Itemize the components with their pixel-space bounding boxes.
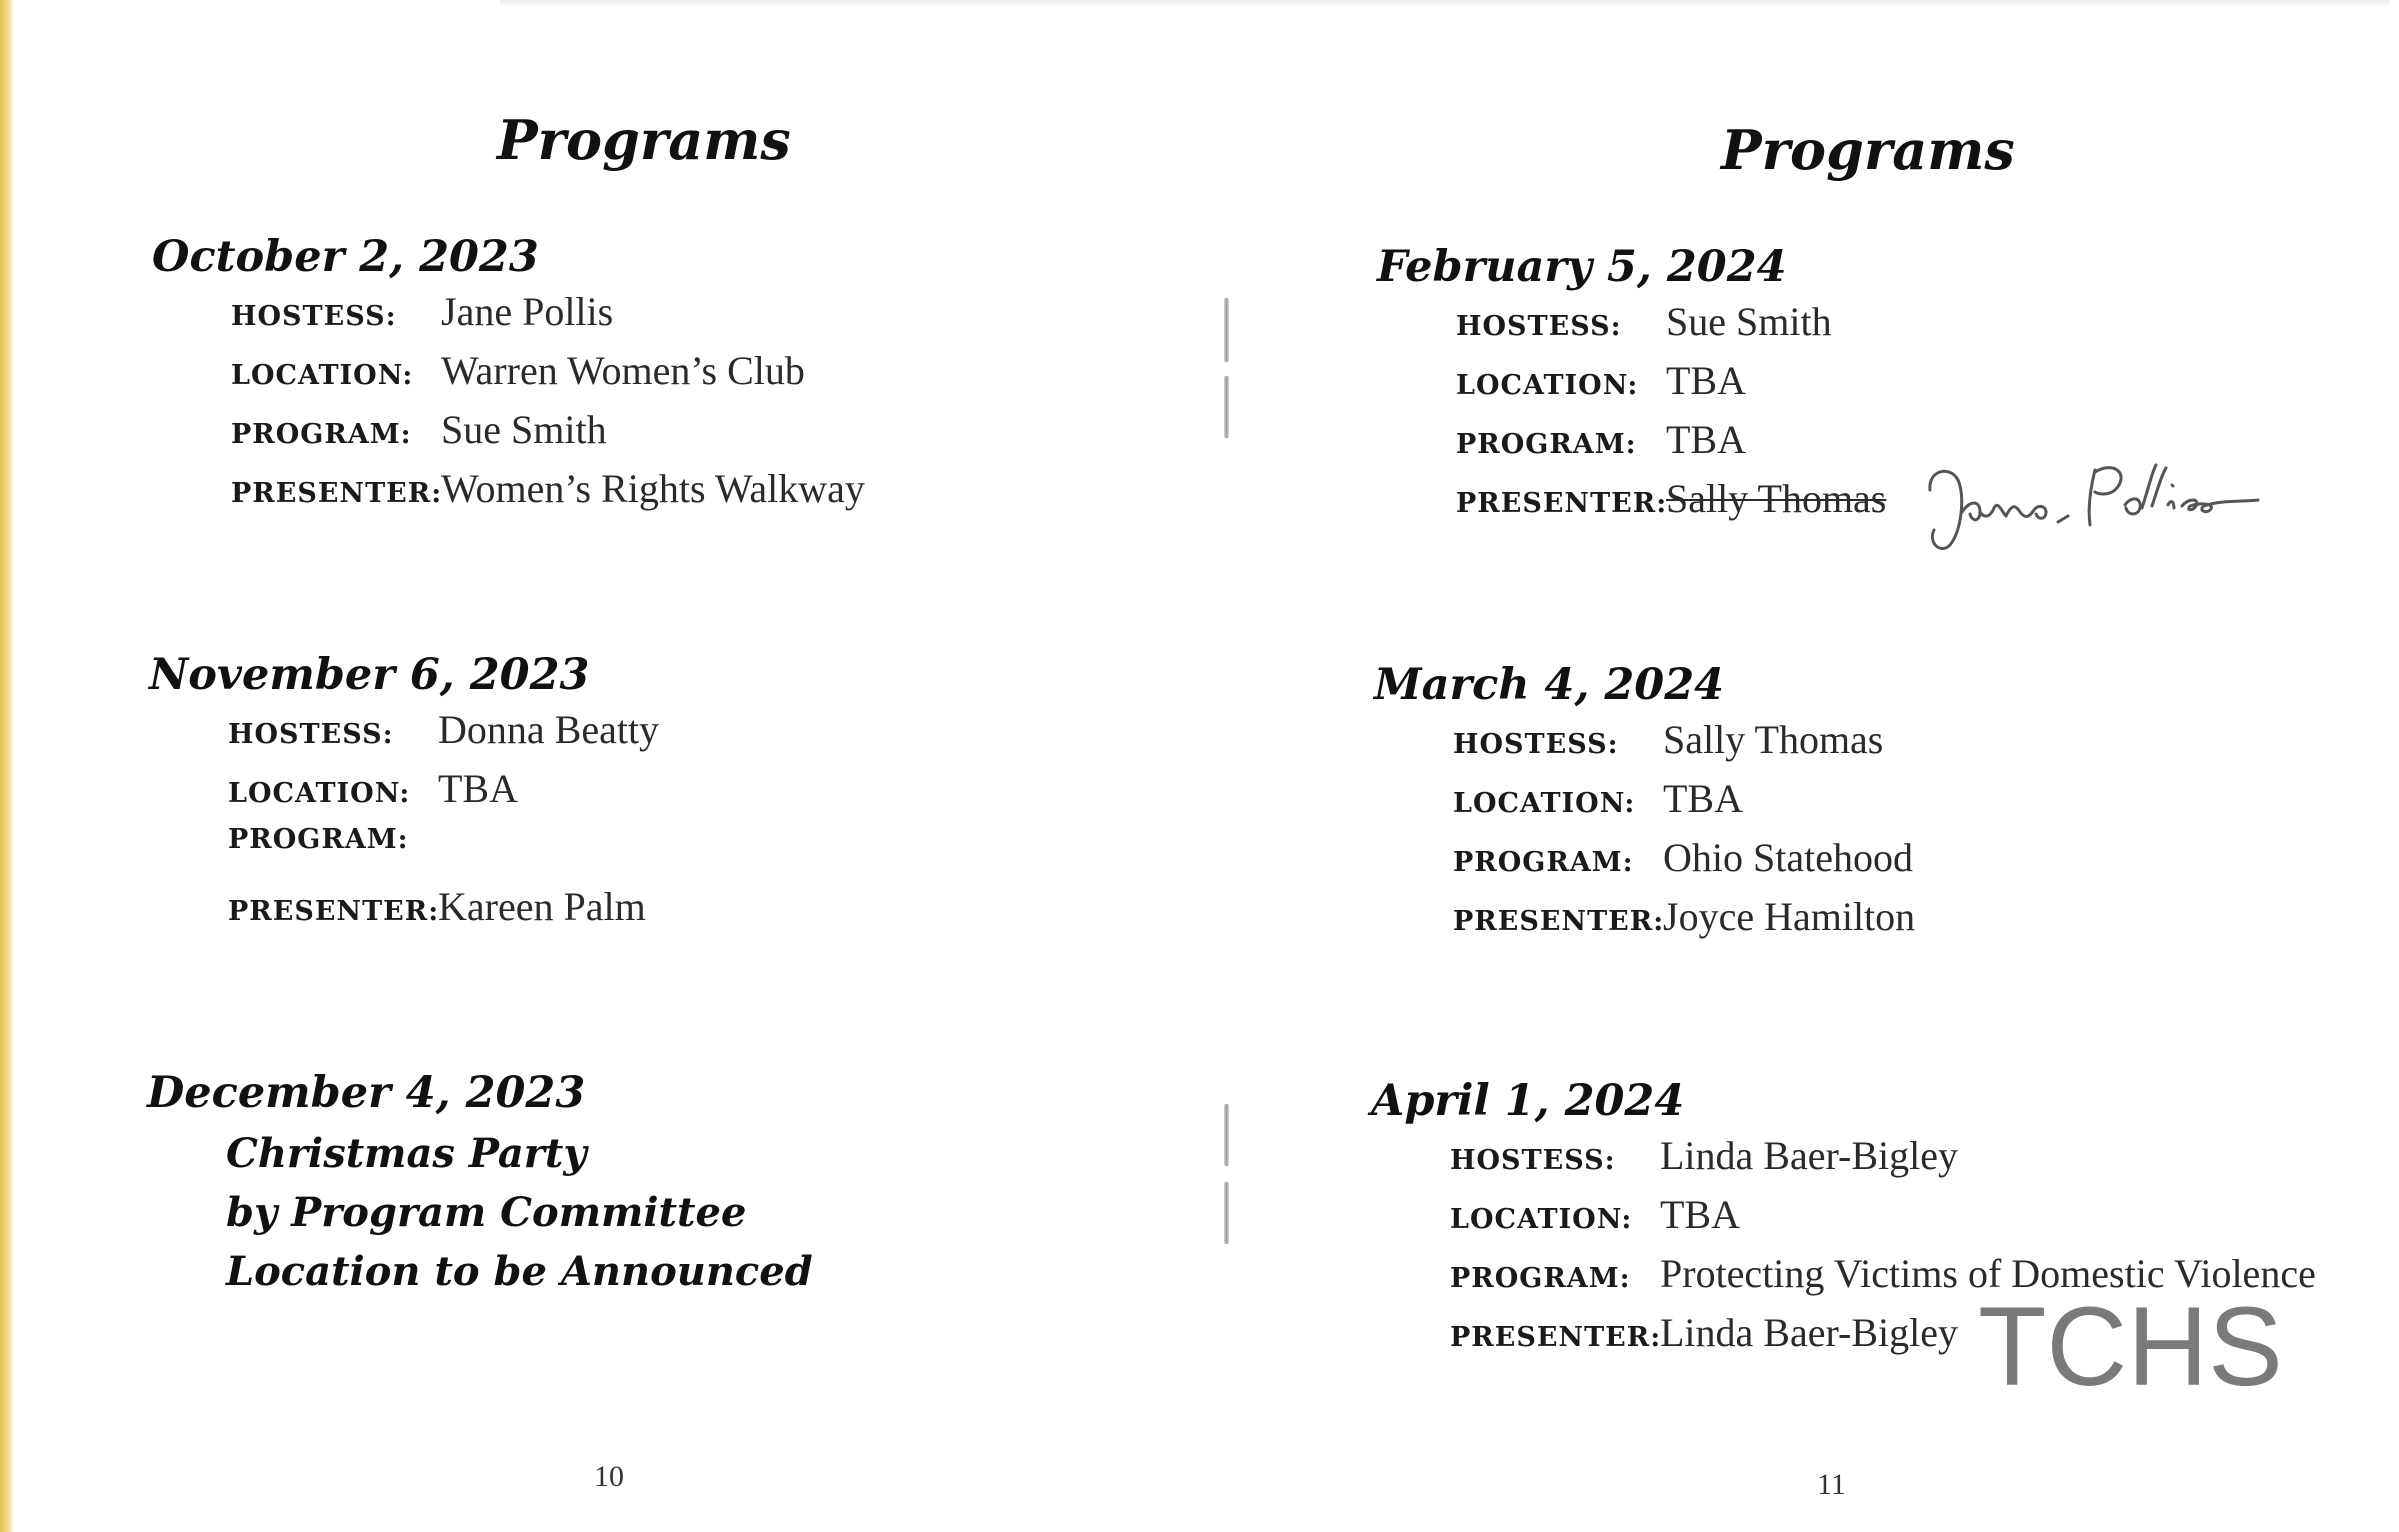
presenter-value: Women’s Rights Walkway (441, 466, 865, 511)
hostess-row (228, 706, 659, 765)
program-entry-november (149, 650, 659, 942)
location-label: LOCATION: (1450, 1204, 1633, 1235)
left-page-title: Programs (497, 108, 791, 172)
program-date: November 6, 2023 (149, 650, 590, 700)
location-row (231, 347, 865, 406)
program-label: PROGRAM: (231, 419, 412, 450)
hostess-label: HOSTESS: (228, 719, 394, 750)
watermark: TCHS (1978, 1284, 2283, 1409)
event-line: Location to be Announced (226, 1248, 813, 1295)
program-label: PROGRAM: (228, 824, 409, 855)
hostess-row (1453, 716, 1915, 775)
program-value: Sue Smith (441, 407, 607, 452)
program-date: December 4, 2023 (147, 1068, 586, 1118)
presenter-value: Linda Baer-Bigley (1660, 1310, 1958, 1355)
presenter-value: Kareen Palm (438, 884, 646, 929)
hostess-row (231, 288, 865, 347)
location-value: TBA (1663, 776, 1743, 821)
right-page-title: Programs (1721, 118, 2015, 182)
hostess-label: HOSTESS: (1456, 311, 1622, 342)
hostess-value: Linda Baer-Bigley (1660, 1133, 1958, 1178)
page-number: 10 (594, 1460, 624, 1493)
presenter-label: PRESENTER: (228, 896, 440, 927)
program-row (231, 406, 865, 465)
program-label: PROGRAM: (1456, 429, 1637, 460)
program-row (228, 824, 659, 883)
program-entry-february (1377, 242, 1886, 534)
program-date: February 5, 2024 (1377, 242, 1787, 292)
location-label: LOCATION: (231, 360, 414, 391)
hostess-row (1450, 1132, 2316, 1191)
program-date: October 2, 2023 (152, 232, 539, 282)
program-entry-october (152, 232, 865, 524)
presenter-label: PRESENTER: (1453, 906, 1665, 937)
presenter-row (228, 883, 659, 942)
location-row (1450, 1191, 2316, 1250)
location-value: TBA (438, 766, 518, 811)
program-value: Ohio Statehood (1663, 835, 1913, 880)
location-row (1453, 775, 1915, 834)
program-entry-march (1374, 660, 1915, 952)
handwritten-signature (1910, 450, 2280, 560)
location-value: TBA (1666, 358, 1746, 403)
location-label: LOCATION: (1453, 788, 1636, 819)
hostess-label: HOSTESS: (1450, 1145, 1616, 1176)
program-date: April 1, 2024 (1371, 1076, 1685, 1126)
presenter-label: PRESENTER: (1456, 488, 1668, 519)
hostess-value: Sally Thomas (1663, 717, 1884, 762)
presenter-label: PRESENTER: (1450, 1322, 1662, 1353)
hostess-value: Donna Beatty (438, 707, 660, 752)
presenter-value: Joyce Hamilton (1663, 894, 1916, 939)
page-number: 11 (1817, 1468, 1846, 1501)
presenter-row (1453, 893, 1915, 952)
hostess-value: Jane Pollis (441, 289, 614, 334)
hostess-label: HOSTESS: (1453, 729, 1619, 760)
event-line: by Program Committee (226, 1189, 747, 1236)
presenter-row (1456, 475, 1886, 534)
program-value: Protecting Victims of Domestic Violence (1660, 1251, 2316, 1296)
hostess-label: HOSTESS: (231, 301, 397, 332)
program-row (1453, 834, 1915, 893)
program-label: PROGRAM: (1453, 847, 1634, 878)
location-value: Warren Women’s Club (441, 348, 805, 393)
location-label: LOCATION: (228, 778, 411, 809)
program-entry-december (147, 1068, 813, 1301)
hostess-row (1456, 298, 1886, 357)
location-label: LOCATION: (1456, 370, 1639, 401)
location-row (228, 765, 659, 824)
program-label: PROGRAM: (1450, 1263, 1631, 1294)
hostess-value: Sue Smith (1666, 299, 1832, 344)
location-row (1456, 357, 1886, 416)
event-line: Christmas Party (226, 1130, 587, 1177)
program-row (1456, 416, 1886, 475)
program-date: March 4, 2024 (1374, 660, 1725, 710)
location-value: TBA (1660, 1192, 1740, 1237)
presenter-value-struck: Sally Thomas (1666, 476, 1887, 521)
program-value: TBA (1666, 417, 1746, 462)
presenter-row (231, 465, 865, 524)
presenter-label: PRESENTER: (231, 478, 443, 509)
